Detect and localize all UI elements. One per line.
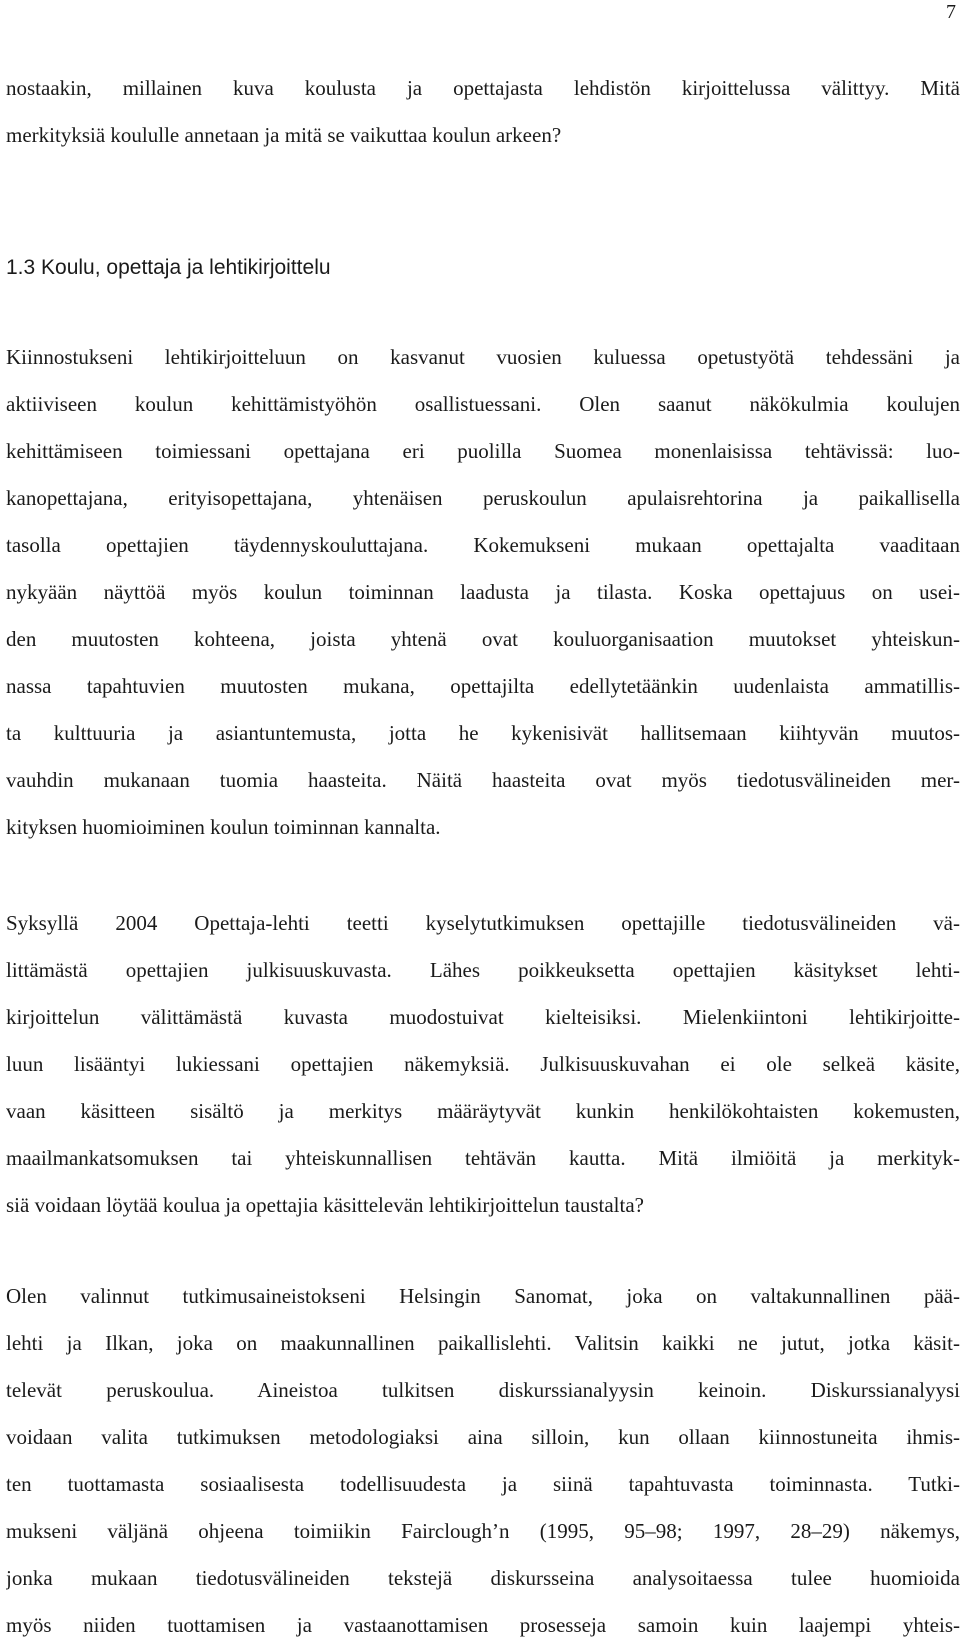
- text-line: Syksyllä 2004 Opettaja-lehti teetti kyselytutkimuksen opettajille tiedotusvälineiden vä-: [6, 911, 960, 935]
- paragraph-2: [6, 900, 960, 1229]
- text-line: nykyään näyttöä myös koulun toiminnan laadusta ja tilasta. Koska opettajuus on usei-: [6, 580, 960, 604]
- text-line: Kiinnostukseni lehtikirjoitteluun on kasvanut vuosien kuluessa opetustyötä tehdessäni ja: [6, 345, 960, 369]
- section-title: 1.3 Koulu, opettaja ja lehtikirjoittelu: [6, 256, 331, 279]
- text-line: vauhdin mukanaan tuomia haasteita. Näitä haasteita ovat myös tiedotusvälineiden mer-: [6, 768, 960, 792]
- text-line: Olen valinnut tutkimusaineistokseni Helsingin Sanomat, joka on valtakunnallinen pää-: [6, 1284, 960, 1308]
- text-line: tasolla opettajien täydennyskouluttajana. Kokemukseni mukaan opettajalta vaaditaan: [6, 533, 960, 557]
- text-line: myös niiden tuottamisen ja vastaanottamisen prosesseja samoin kuin laajempi yhteis-: [6, 1613, 960, 1637]
- text-line: kehittämiseen toimiessani opettajana eri puolilla Suomea monenlaisissa tehtävissä: luo-: [6, 439, 960, 463]
- text-line: luun lisääntyi lukiessani opettajien näkemyksiä. Julkisuuskuvahan ei ole selkeä käsite,: [6, 1052, 960, 1076]
- text-line: aktiiviseen koulun kehittämistyöhön osallistuessani. Olen saanut näkökulmia koulujen: [6, 392, 960, 416]
- text-line: voidaan valita tutkimuksen metodologiaksi aina silloin, kun ollaan kiinnostuneita ihmis-: [6, 1425, 960, 1449]
- paragraph-3: [6, 1273, 960, 1649]
- text-line: mukseni väljänä ohjeena toimiikin Fairclough’n (1995, 95–98; 1997, 28–29) näkemys,: [6, 1519, 960, 1543]
- text-line: merkityksiä koululle annetaan ja mitä se vaikuttaa koulun arkeen?: [6, 123, 562, 147]
- text-line: kirjoittelun välittämästä kuvasta muodostuivat kielteisiksi. Mielenkiintoni lehtikirjoitte-: [6, 1005, 960, 1029]
- text-line: den muutosten kohteena, joista yhtenä ovat kouluorganisaation muutokset yhteiskun-: [6, 627, 960, 651]
- text-line: jonka mukaan tiedotusvälineiden tekstejä diskursseina analysoitaessa tulee huomioida: [6, 1566, 960, 1590]
- section-heading: [6, 244, 960, 291]
- text-line: lehti ja Ilkan, joka on maakunnallinen paikallislehti. Valitsin kaikki ne jutut, jotka käsit-: [6, 1331, 960, 1355]
- text-line: siä voidaan löytää koulua ja opettajia käsittelevän lehtikirjoittelun taustalta?: [6, 1193, 644, 1217]
- page-number: 7: [946, 1, 956, 23]
- text-line: ta kulttuuria ja asiantuntemusta, jotta he kykenisivät hallitsemaan kiihtyvän muutos-: [6, 721, 960, 745]
- intro-paragraph: [6, 65, 960, 159]
- paragraph-1: [6, 334, 960, 851]
- text-line: maailmankatsomuksen tai yhteiskunnallisen tehtävän kautta. Mitä ilmiöitä ja merkityk-: [6, 1146, 960, 1170]
- text-line: televät peruskoulua. Aineistoa tulkitsen diskurssianalyysin keinoin. Diskurssianalyysi: [6, 1378, 960, 1402]
- text-line: kityksen huomioiminen koulun toiminnan kannalta.: [6, 815, 441, 839]
- text-line: kanopettajana, erityisopettajana, yhtenäisen peruskoulun apulaisrehtorina ja paikallisella: [6, 486, 960, 510]
- text-line: nassa tapahtuvien muutosten mukana, opettajilta edellytetäänkin uudenlaista ammatillis-: [6, 674, 960, 698]
- text-line: ten tuottamasta sosiaalisesta todellisuudesta ja siinä tapahtuvasta toiminnasta. Tutki-: [6, 1472, 960, 1496]
- text-line: vaan käsitteen sisältö ja merkitys määräytyvät kunkin henkilökohtaisten kokemusten,: [6, 1099, 960, 1123]
- text-line: littämästä opettajien julkisuuskuvasta. Lähes poikkeuksetta opettajien käsitykset lehti-: [6, 958, 960, 982]
- text-line: nostaakin, millainen kuva koulusta ja opettajasta lehdistön kirjoittelussa välittyy. Mitä: [6, 76, 960, 100]
